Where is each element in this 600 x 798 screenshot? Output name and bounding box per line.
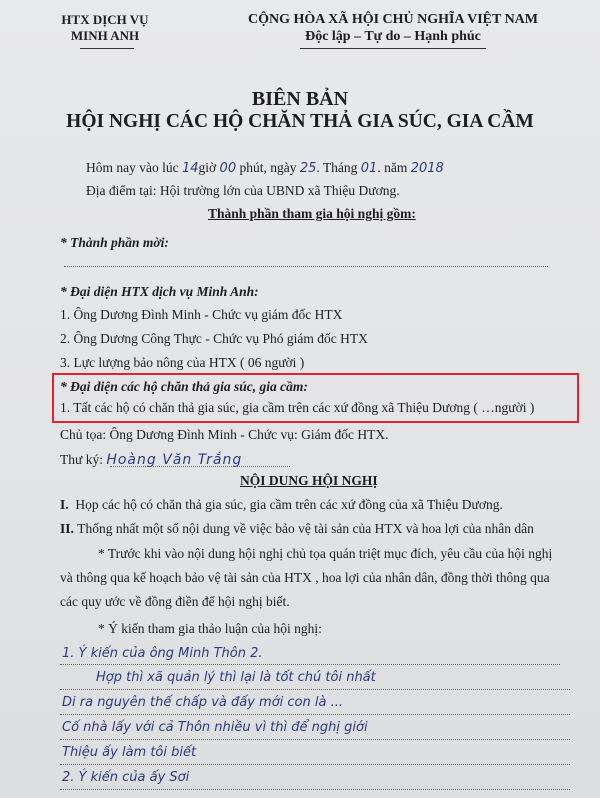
year-label: năm <box>384 160 408 175</box>
handwritten-line-1: 1. Ý kiến của ông Minh Thôn 2. <box>62 646 263 661</box>
handwritten-line-3: Di ra nguyên thế chấp và đấy mới con là ... <box>62 695 343 710</box>
hand-dotted-line-4 <box>60 739 570 740</box>
content-item-1 <box>60 497 503 513</box>
chair-line: Chủ tọa: Ông Dương Đình Minh - Chức vụ: Giám đốc HTX. <box>60 427 389 442</box>
handwritten-line-4: Cố nhà lấy với cả Thôn nhiều vì thì để nghị giới <box>62 720 368 735</box>
date-line: Hôm nay vào lúc 14giờ 00 phút, ngày 25. Tháng 01. năm 2018 <box>86 160 444 176</box>
hour-value: 14 <box>181 161 199 176</box>
hand-dotted-line-2 <box>60 689 570 690</box>
handwritten-line-6: 2. Ý kiến của ấy Sơi <box>62 770 190 785</box>
participants-heading: Thành phần tham gia hội nghị gồm: <box>208 206 416 221</box>
national-header <box>218 11 568 45</box>
opinions-heading: * Ý kiến tham gia thảo luận của hội nghị: <box>98 621 322 636</box>
content-heading: NỘI DUNG HỘI NGHỊ <box>240 473 378 488</box>
content-para-line-3: các quy ước về đồng điền để hội nghị biết. <box>60 594 290 609</box>
hand-dotted-line-6 <box>60 789 570 790</box>
invited-heading: * Thành phần mời: <box>60 235 169 250</box>
motto-underline <box>300 48 486 49</box>
content-para-line-1: * Trước khi vào nội dung hội nghị chủ tọa quán triệt mục đích, yêu cầu của hội nghị <box>98 546 553 561</box>
nation-title: CỘNG HÒA XÃ HỘI CHỦ NGHĨA VIỆT NAM <box>247 12 538 27</box>
invited-dotted-line <box>64 266 548 267</box>
htx-reps-heading: * Đại diện HTX dịch vụ Minh Anh: <box>60 284 259 299</box>
handwritten-line-2: Hợp thì xã quản lý thì lại là tốt chú tôi nhất <box>96 670 376 685</box>
content-item-2-num: II. <box>60 521 74 536</box>
year-value: 2018 <box>410 161 444 176</box>
minute-label: phút, ngày <box>239 160 297 175</box>
org-name-line1: HTX DỊCH VỤ <box>61 12 149 27</box>
hand-dotted-line-1 <box>60 664 560 665</box>
doc-title: BIÊN BẢN <box>251 88 349 110</box>
org-underline <box>80 48 134 49</box>
hand-dotted-line-5 <box>60 764 570 765</box>
htx-rep-item-1: 1. Ông Dương Đình Minh - Chức vụ giám đốc HTX <box>60 307 343 322</box>
hand-dotted-line-3 <box>60 714 570 715</box>
org-name <box>40 12 170 44</box>
htx-rep-item-3: 3. Lực lượng bảo nông của HTX ( 06 người ) <box>60 355 305 370</box>
content-item-2-text: Thống nhất một số nội dung về việc bảo vệ tài sản của HTX và hoa lợi của nhân dân <box>77 521 534 536</box>
month-label: Tháng <box>322 160 358 175</box>
date-prefix: Hôm nay vào lúc <box>86 160 179 175</box>
secretary-dotted-line <box>110 466 290 467</box>
htx-rep-item-2: 2. Ông Dương Công Thực - Chức vụ Phó giám đốc HTX <box>60 331 368 346</box>
doc-subtitle: HỘI NGHỊ CÁC HỘ CHĂN THẢ GIA SÚC, GIA CẦM <box>66 111 534 132</box>
content-para-line-2: và thông qua kế hoạch bảo vệ tài sản của HTX , hoa lợi của nhân dân, đồng thời thông qua <box>60 570 550 585</box>
location-line: Địa điểm tại: Hội trường lớn của UBND xã Thiệu Dương. <box>86 183 400 198</box>
org-name-line2: MINH ANH <box>70 28 140 43</box>
secretary-label: Thư ký: <box>60 452 103 467</box>
minute-value: 00 <box>219 161 237 176</box>
handwritten-line-5: Thiệu ấy làm tôi biết <box>62 745 197 760</box>
hour-label: giờ <box>198 160 217 175</box>
secretary-name: Hoàng Văn Trắng <box>106 452 243 468</box>
content-item-1-text: Họp các hộ có chăn thả gia súc, gia cầm trên các xứ đồng của xã Thiệu Dương. <box>75 497 503 512</box>
households-item: 1. Tất các hộ có chăn thả gia súc, gia cầm trên các xứ đồng xã Thiệu Dương ( …người ) <box>60 400 535 415</box>
content-item-1-num: I. <box>60 497 69 512</box>
month-value: 01 <box>360 161 378 176</box>
households-heading: * Đại diện các hộ chăn thả gia súc, gia cầm: <box>60 379 308 394</box>
day-value: 25 <box>299 161 317 176</box>
content-item-2 <box>60 521 534 537</box>
nation-motto: Độc lập – Tự do – Hạnh phúc <box>305 29 481 44</box>
